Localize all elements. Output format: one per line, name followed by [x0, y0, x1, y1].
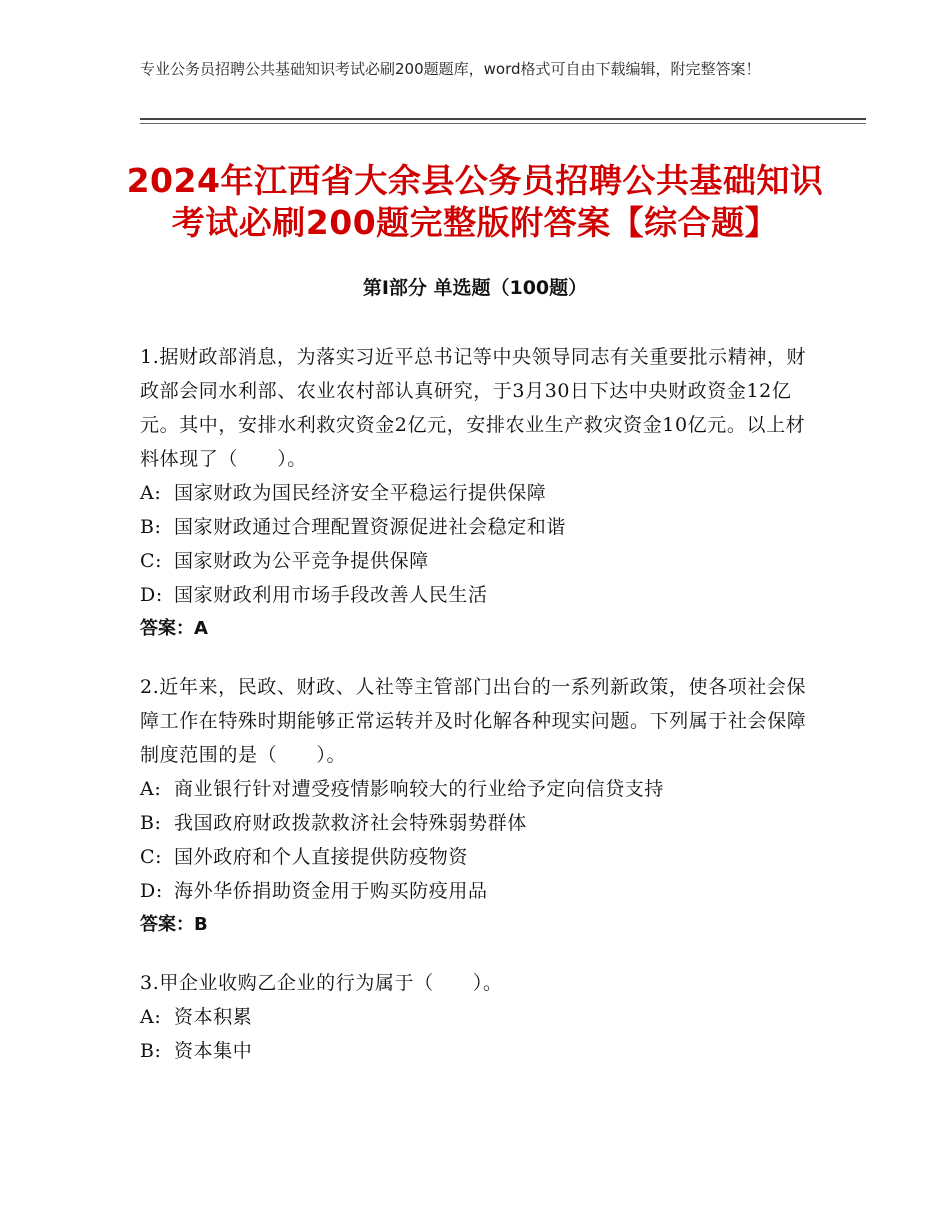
question-3	[140, 966, 820, 1068]
question-1	[140, 340, 820, 646]
option-text: 海外华侨捐助资金用于购买防疫用品	[174, 880, 488, 902]
option-d	[140, 874, 820, 908]
option-c	[140, 840, 820, 874]
header-divider	[140, 118, 866, 120]
option-b	[140, 510, 820, 544]
option-text: 资本集中	[174, 1040, 253, 1062]
option-b	[140, 1034, 820, 1068]
option-a	[140, 476, 820, 510]
section-heading: 第Ⅰ部分 单选题（100题）	[362, 277, 588, 299]
question-2	[140, 670, 820, 942]
option-key: A:	[140, 778, 162, 800]
option-a	[140, 772, 820, 806]
option-text: 国家财政通过合理配置资源促进社会稳定和谐	[174, 516, 567, 538]
answer-line: 答案：B	[140, 914, 208, 935]
option-text: 商业银行针对遭受疫情影响较大的行业给予定向信贷支持	[174, 778, 665, 800]
option-a	[140, 1000, 820, 1034]
header-divider-thin	[140, 123, 866, 124]
option-key: D:	[140, 880, 163, 902]
option-text: 国家财政为公平竞争提供保障	[174, 550, 429, 572]
option-text: 资本积累	[174, 1006, 253, 1028]
option-key: B:	[140, 516, 162, 538]
option-key: A:	[140, 1006, 162, 1028]
option-text: 国家财政为国民经济安全平稳运行提供保障	[174, 482, 547, 504]
option-d	[140, 578, 820, 612]
option-key: D:	[140, 584, 163, 606]
header-note: 专业公务员招聘公共基础知识考试必刷200题题库，word格式可自由下载编辑，附完整答案！	[140, 60, 761, 78]
option-text: 国外政府和个人直接提供防疫物资	[174, 846, 469, 868]
option-c	[140, 544, 820, 578]
option-text: 我国政府财政拨款救济社会特殊弱势群体	[174, 812, 527, 834]
question-stem: 1.据财政部消息，为落实习近平总书记等中央领导同志有关重要批示精神，财政部会同水利部、农业农村部认真研究，于3月30日下达中央财政资金12亿元。其中，安排水利救灾资金2亿元，安排农业生产救灾资金10亿元。以上材料体现了（ ）。	[140, 346, 807, 470]
option-key: C:	[140, 550, 163, 572]
question-stem: 2.近年来，民政、财政、人社等主管部门出台的一系列新政策，使各项社会保障工作在特殊时期能够正常运转并及时化解各种现实问题。下列属于社会保障制度范围的是（ ）。	[140, 676, 807, 766]
option-key: A:	[140, 482, 162, 504]
option-key: C:	[140, 846, 163, 868]
document-title: 2024年江西省大余县公务员招聘公共基础知识考试必刷200题完整版附答案【综合题】	[126, 161, 824, 242]
answer-line: 答案：A	[140, 618, 208, 639]
option-key: B:	[140, 1040, 162, 1062]
question-list	[140, 340, 820, 1092]
question-stem: 3.甲企业收购乙企业的行为属于（ ）。	[140, 972, 503, 994]
option-key: B:	[140, 812, 162, 834]
option-text: 国家财政利用市场手段改善人民生活	[174, 584, 488, 606]
option-b	[140, 806, 820, 840]
